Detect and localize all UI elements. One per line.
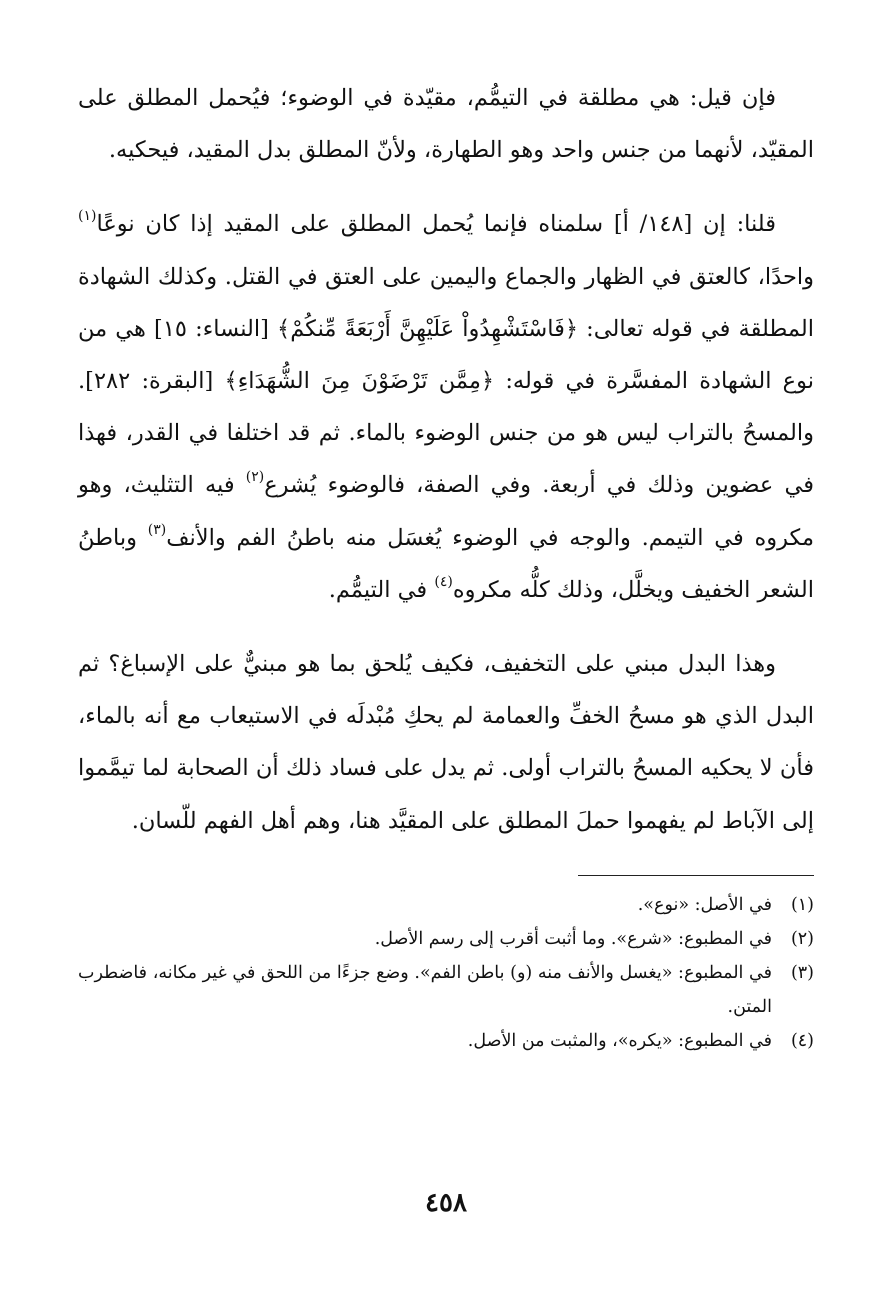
paragraph-text: واحدًا، كالعتق في الظهار والجماع واليمين على العتق في القتل. وكذلك الشهادة المطلقة في قوله تعالى: ﴿فَاسْتَشْهِدُواْ عَلَيْهِنَّ أَرْبَعَةً مِّنكُمْ﴾ [النساء: ١٥] هي من نوع الشهادة المفسَّرة في قوله: ﴿مِمَّن تَرْضَوْنَ مِنَ الشُّهَدَاءِ﴾ [البقرة: ٢٨٢]. والمسحُ بالتراب ليس هو من جنس الوضوء بالماء. ثم قد اختلفا في القدر، فهذا في عضوين وذلك في أربعة. وفي الصفة، فالوضوء يُشرع — [78, 263, 814, 499]
footnote-text: في المطبوع: «يغسل والأنف منه (و) باطن الفم». وضع جزءًا من اللحق في غير مكانه، فاضطرب المتن. — [78, 962, 772, 1017]
paragraph-text: فيه التثليث، وهو مكروه في التيمم. والوجه في الوضوء يُغسَل منه باطنُ الفم والأنف — [78, 472, 815, 551]
paragraph-objection — [78, 72, 814, 176]
footnote-3 — [78, 956, 814, 1024]
footnotes — [78, 888, 814, 1058]
footnote-1 — [78, 888, 814, 922]
page-number: ٤٥٨ — [425, 1188, 467, 1218]
footnote-ref-2[interactable]: (٢) — [245, 469, 265, 486]
paragraph-response — [78, 198, 814, 616]
footnote-2 — [78, 922, 814, 956]
footnote-separator — [578, 875, 814, 876]
paragraph-conclusion — [78, 638, 814, 847]
paragraph-text: فإن قيل: هي مطلقة في التيمُّم، مقيّدة في الوضوء؛ فيُحمل المطلق على المقيّد، لأنهما من جنس واحد وهو الطهارة، ولأنّ المطلق بدل المقيد، فيحكيه. — [78, 85, 814, 164]
footnote-number: (٤) — [790, 1030, 814, 1051]
paragraph-text: في التيمُّم. — [328, 576, 435, 603]
footnote-number: (٢) — [790, 928, 814, 949]
paragraph-text: وباطنُ الشعر الخفيف ويخلَّل، وذلك كلُّه مكروه — [78, 524, 814, 603]
page-body — [78, 72, 814, 1058]
paragraph-text: وهذا البدل مبني على التخفيف، فكيف يُلحق بما هو مبنيٌّ على الإسباغ؟ ثم البدل الذي هو مسحُ الخفِّ والعمامة لم يحكِ مُبْدلَه في الاستيعاب مع أنه بالماء، فأن لا يحكيه المسحُ بالتراب أولى. ثم يدل على فساد ذلك أن الصحابة لما تيمَّموا إلى الآباط لم يفهموا حملَ المطلق على المقيَّد هنا، وهم أهل الفهم للّسان. — [78, 651, 814, 834]
footnote-number: (١) — [790, 894, 814, 915]
footnote-ref-1[interactable]: (١) — [78, 208, 97, 225]
footnote-4 — [78, 1024, 814, 1058]
footnote-number: (٣) — [790, 962, 814, 983]
paragraph-text: قلنا: إن [١٤٨/ أ] سلمناه فإنما يُحمل المطلق على المقيد إذا كان نوعًا — [96, 211, 776, 238]
footnote-text: في الأصل: «نوع». — [637, 894, 772, 915]
footnote-ref-3[interactable]: (٣) — [147, 521, 167, 538]
footnote-text: في المطبوع: «يكره»، والمثبت من الأصل. — [467, 1030, 772, 1051]
footnote-ref-4[interactable]: (٤) — [434, 573, 453, 590]
footnote-text: في المطبوع: «شرع». وما أثبت أقرب إلى رسم الأصل. — [374, 928, 772, 949]
